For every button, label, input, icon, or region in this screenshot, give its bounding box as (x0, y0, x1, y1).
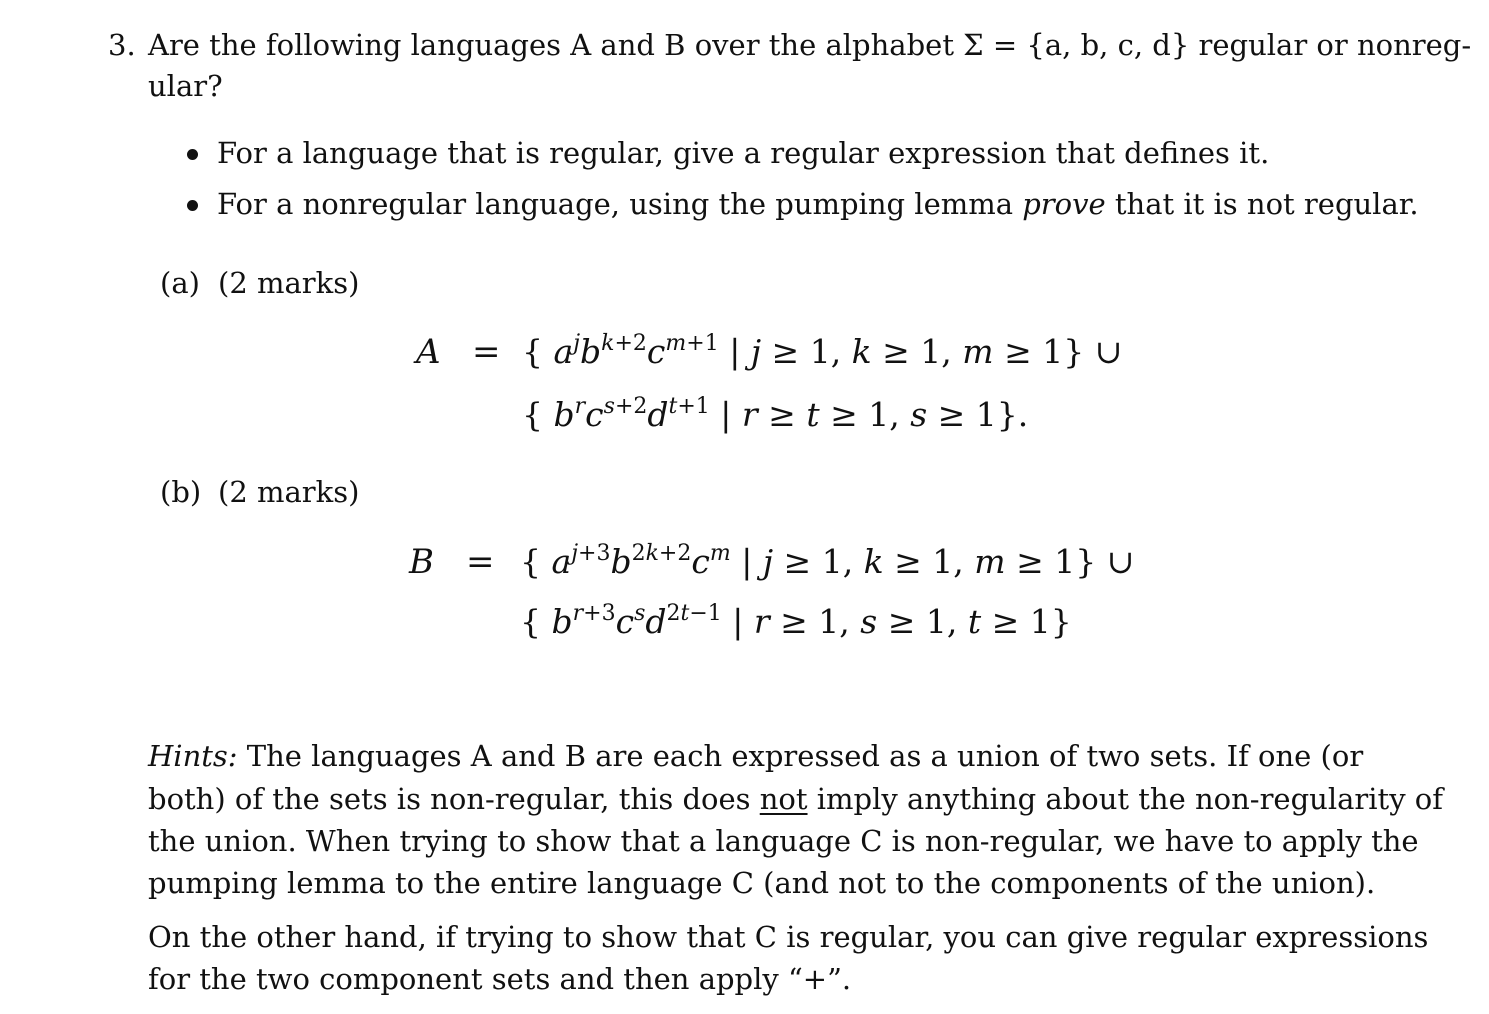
part-b-marks: (2 marks) (218, 475, 360, 509)
bullet-marker-2 (187, 200, 198, 211)
hints-para2-line2: for the two component sets and then apply “+”. (148, 962, 852, 996)
bullet-item-2 (217, 184, 1419, 224)
part-b-label: (b) (160, 475, 202, 509)
question-text-line2: ular? (148, 69, 223, 103)
part-a-equals: = (472, 332, 501, 372)
part-a-lhs: A (416, 332, 441, 372)
part-a-label: (a) (160, 266, 200, 300)
question-text-line1: Are the following languages A and B over the alphabet Σ = {a, b, c, d} regular or nonreg- (148, 28, 1472, 62)
part-b-set-row2: { $b^{r+3}c^sd^{2t-1}$ | r ≥ 1, s ≥ 1, t ≥ 1} (520, 601, 1072, 641)
hints-line4: pumping lemma to the entire language C (and not to the components of the union). (148, 866, 1376, 900)
bullet-2-text-pre: For a nonregular language, using the pumping lemma (217, 187, 1023, 221)
part-b-equals: = (466, 542, 495, 582)
part-a-set-row2: { $b^rc^{s+2}d^{t+1}$ | r ≥ t ≥ 1, s ≥ 1}. (522, 394, 1029, 434)
bullet-item-1 (217, 133, 1269, 173)
hints-line3: the union. When trying to show that a language C is non-regular, we have to apply the (148, 824, 1419, 858)
hints-para2-line1: On the other hand, if trying to show that C is regular, you can give regular expressions (148, 920, 1429, 954)
bullet-marker-1 (187, 149, 198, 160)
hints-line2: both) of the sets is non-regular, this does not imply anything about the non-regularity of (148, 782, 1443, 816)
bullet-2-emphasis: prove (1022, 187, 1106, 221)
part-a-marks: (2 marks) (218, 266, 360, 300)
part-b-set-row1: { $a^{j+3}b^{2k+2}c^m$ | j ≥ 1, k ≥ 1, m ≥ 1} ∪ (520, 541, 1135, 581)
hints-line1 (148, 736, 1363, 776)
bullet-2-text-post: that it is not regular. (1105, 187, 1419, 221)
hints-label: Hints: (148, 739, 238, 773)
part-a-set-row1: { $a^jb^{k+2}c^{m+1}$ | j ≥ 1, k ≥ 1, m ≥ 1} ∪ (522, 331, 1123, 371)
hints-line1-text: The languages A and B are each expressed as a union of two sets. If one (or (246, 739, 1364, 773)
part-b-lhs: B (409, 542, 434, 582)
question-number: 3. (108, 28, 136, 62)
hints-not-emphasis: not (759, 782, 808, 816)
bullet-1-text: For a language that is regular, give a regular expression that defines it. (217, 136, 1270, 170)
